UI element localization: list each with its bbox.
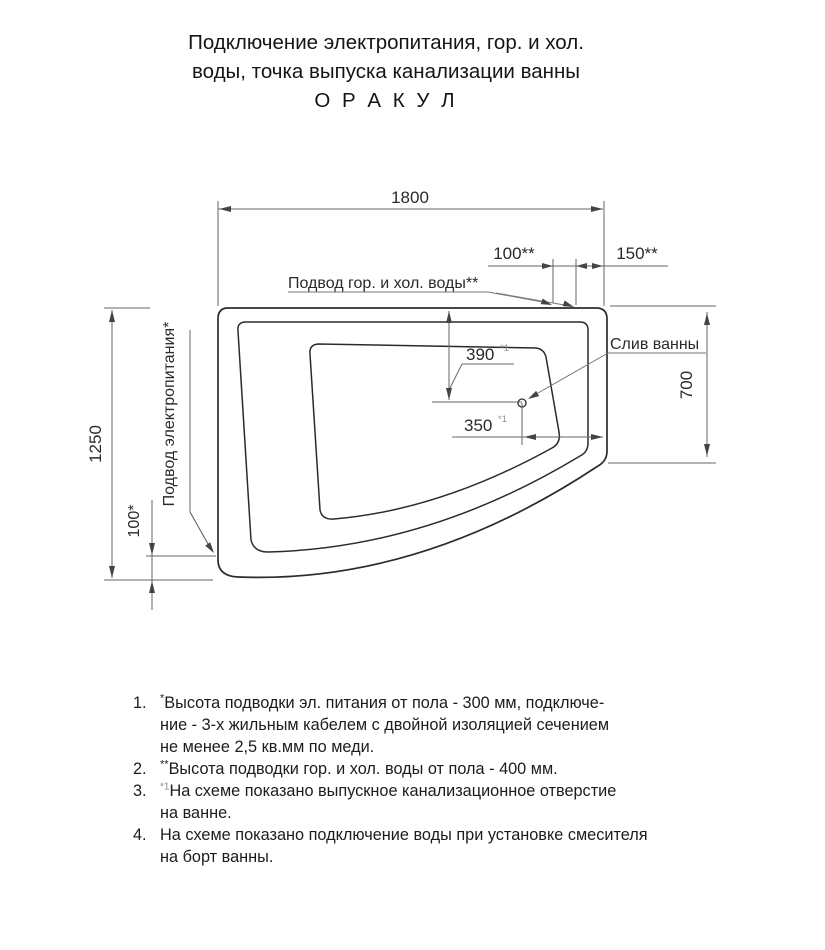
arrowhead — [109, 566, 115, 578]
dim-1250-value: 1250 — [86, 425, 105, 463]
note-line — [160, 692, 725, 714]
note-number: 2. — [133, 760, 147, 778]
note-text — [160, 824, 725, 868]
arrowhead — [541, 299, 552, 306]
arrowhead — [524, 434, 536, 440]
note-line: не менее 2,5 кв.мм по меди. — [160, 738, 375, 756]
arrowhead — [591, 434, 603, 440]
leader-line — [496, 293, 570, 306]
note-line-text: Высота подводки эл. питания от пола - 300 мм, подключе- — [164, 694, 605, 712]
arrowhead — [592, 263, 603, 269]
note-text — [160, 692, 725, 758]
arrowhead — [149, 543, 155, 555]
dim-350-value: 350 — [464, 416, 493, 435]
dim-1250 — [104, 308, 213, 580]
notes-list — [133, 692, 725, 868]
title-line-1: Подключение электропитания, гор. и хол. — [188, 31, 584, 54]
note-superscript: *1 — [160, 781, 170, 793]
dim-700 — [608, 306, 716, 463]
arrowhead — [704, 444, 710, 456]
arrowhead — [542, 263, 553, 269]
title-line-2: воды, точка выпуска канализации ванны — [191, 60, 581, 83]
tub-outer-path — [218, 308, 607, 577]
arrowhead — [446, 311, 452, 323]
label-power-supply-leader — [190, 330, 214, 553]
dim-150-water-value: 150** — [616, 244, 658, 263]
label-drain: Слив ванны — [610, 336, 700, 353]
leader-line — [449, 364, 462, 390]
note-number: 3. — [133, 782, 147, 800]
note-line-text: Высота подводки гор. и хол. воды от пола - 400 мм. — [168, 760, 558, 778]
note-line: На схеме показано подключение воды при установке смесителя — [160, 826, 648, 844]
arrowhead — [109, 310, 115, 322]
arrowhead — [591, 206, 603, 212]
arrowhead — [446, 388, 452, 400]
dim-100-power — [146, 500, 216, 610]
label-water-supply: Подвод гор. и хол. воды** — [288, 275, 479, 292]
arrowhead — [704, 313, 710, 325]
arrowhead — [219, 206, 231, 212]
note-superscript: ** — [160, 758, 169, 771]
tub-outer-contour — [218, 308, 607, 577]
note-4 — [133, 824, 725, 868]
dim-100-power-value: 100* — [126, 504, 143, 538]
arrowhead — [576, 263, 587, 269]
dim-700-value: 700 — [677, 370, 696, 400]
note-number: 4. — [133, 826, 147, 844]
label-power-supply: Подвод электропитания* — [161, 321, 178, 507]
label-water-supply-leader — [288, 292, 574, 307]
dim-water-offsets — [488, 259, 668, 305]
arrowhead — [528, 391, 539, 399]
note-line — [160, 758, 725, 780]
leader-line — [531, 353, 608, 397]
arrowhead — [563, 301, 574, 308]
dim-390-tolerance: *1 — [500, 343, 509, 354]
note-2 — [133, 758, 725, 780]
note-text — [160, 780, 725, 824]
dim-350-tolerance: *1 — [498, 414, 507, 425]
note-line: на ванне. — [160, 804, 232, 822]
note-3 — [133, 780, 725, 824]
note-1 — [133, 692, 725, 758]
arrowhead — [205, 542, 214, 553]
note-line-text: На схеме показано выпускное канализационное отверстие — [169, 782, 617, 800]
dim-1800-value: 1800 — [391, 188, 429, 207]
title-model-name: О Р А К У Л — [314, 89, 458, 112]
note-line — [160, 780, 725, 802]
note-superscript: * — [160, 692, 165, 705]
dim-390-value: 390 — [466, 345, 495, 364]
note-text — [160, 758, 725, 780]
note-line: на борт ванны. — [160, 848, 274, 866]
arrowhead — [149, 581, 155, 593]
note-number: 1. — [133, 694, 147, 712]
note-line: ние - 3-х жильным кабелем с двойной изоляцией сечением — [160, 716, 610, 734]
dim-100-water-value: 100** — [493, 244, 535, 263]
